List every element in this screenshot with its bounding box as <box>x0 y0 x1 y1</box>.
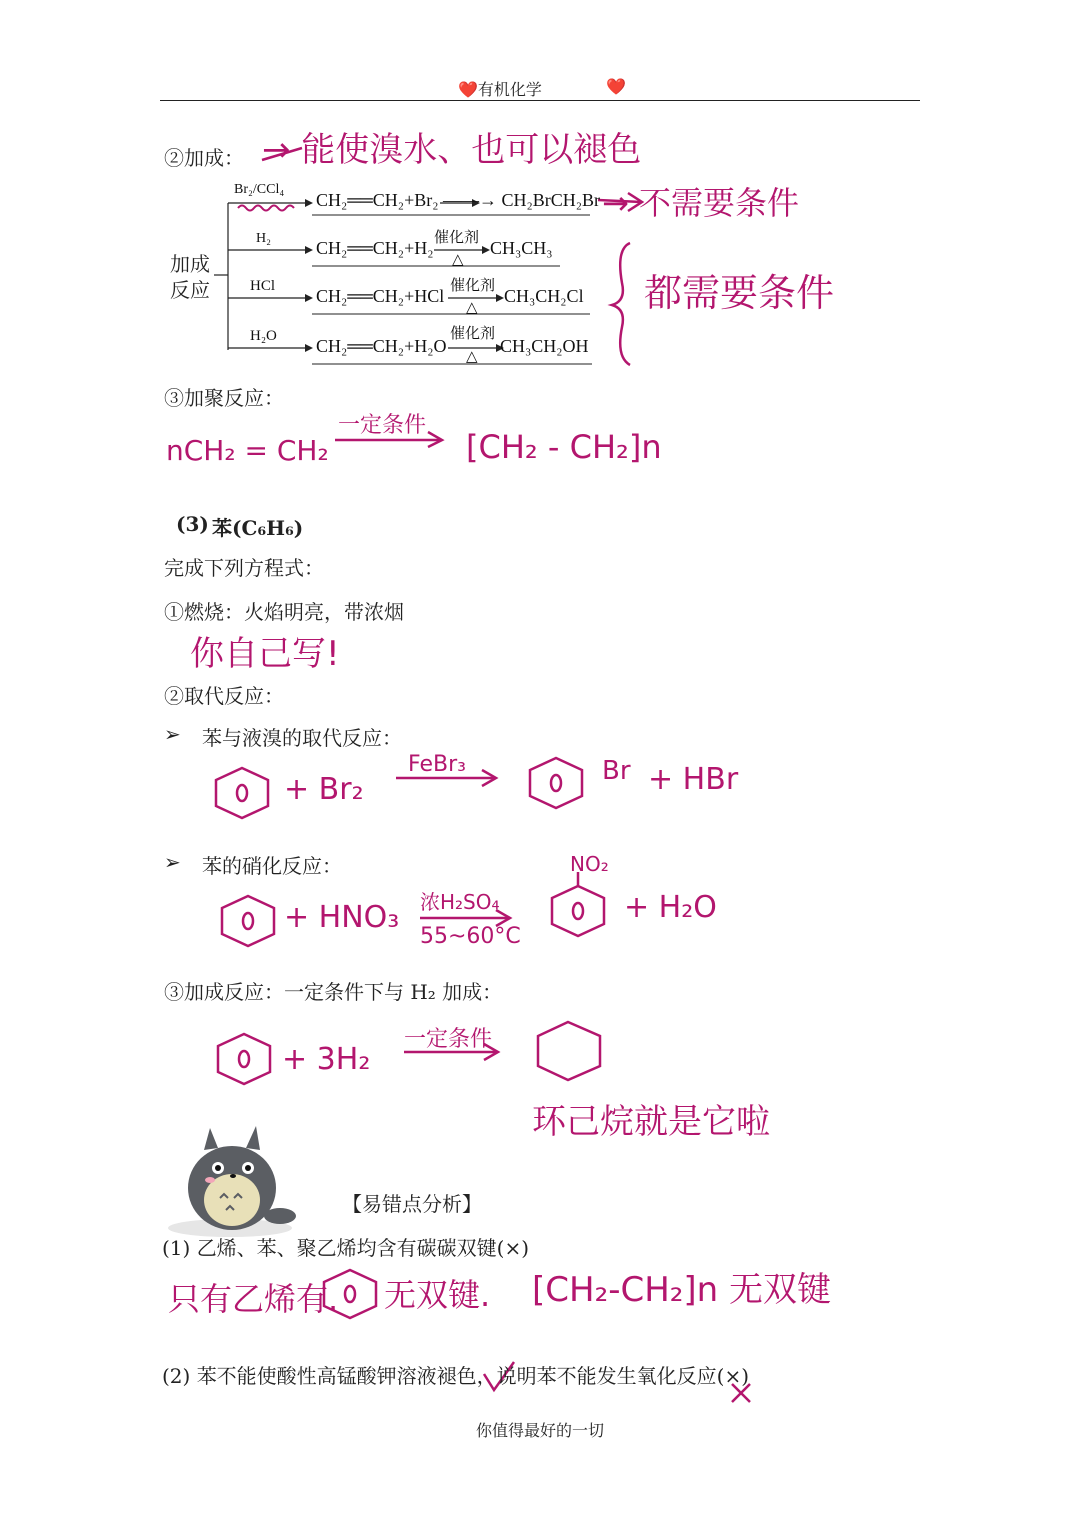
handwritten-cyclohexane-note: 环己烷就是它啦 <box>532 1102 770 1142</box>
handwritten-eq3-condition: 一定条件 <box>404 1027 493 1052</box>
benzene-ring-icon <box>552 872 604 936</box>
bullet-bromination: 苯与液溴的取代反应： <box>202 726 402 750</box>
reagent-h2o: H₂O <box>250 328 277 344</box>
reagent-h2: H₂ <box>256 231 271 246</box>
benzene-ring-icon <box>222 896 274 946</box>
benzene-combustion: ①燃烧：火焰明亮，带浓烟 <box>164 600 404 624</box>
catalyst-h2o-bottom: △ <box>466 349 478 365</box>
bullet-arrow-icon: ➢ <box>164 850 181 874</box>
catalyst-h2-top: 催化剂 <box>434 230 480 246</box>
error-item-2: (2) 苯不能使酸性高锰酸钾溶液褪色，说明苯不能发生氧化反应(×) <box>162 1364 750 1388</box>
handwritten-eq3-reagent: + 3H₂ <box>282 1042 371 1077</box>
bullet-nitration: 苯的硝化反应： <box>202 854 342 878</box>
benzene-ring-icon <box>216 768 268 818</box>
page-header-title: ❤️有机化学 <box>458 80 542 99</box>
page-footer: 你值得最好的一切 <box>476 1421 605 1440</box>
equation-bromine: CH₂══CH₂+Br₂ ——→ CH₂BrCH₂Br <box>316 190 601 210</box>
catalyst-hcl-top: 催化剂 <box>450 278 496 294</box>
cyclohexane-icon <box>538 1022 600 1080</box>
handwritten-polymer-product: [CH₂ - CH₂]n <box>466 428 662 466</box>
equation-h2o-left: CH₂══CH₂+H₂O <box>316 336 447 356</box>
handwritten-eq2-no2: NO₂ <box>570 852 609 876</box>
bullet-arrow-icon: ➢ <box>164 722 181 746</box>
handwritten-eq1-byproduct: + HBr <box>648 762 739 797</box>
equation-h2-right: CH₃CH₃ <box>490 238 553 258</box>
polymerization-heading: ③加聚反应： <box>164 386 284 410</box>
handwritten-eq1-product-br: Br <box>602 756 631 786</box>
benzene-instruction: 完成下列方程式： <box>164 556 324 580</box>
handwritten-eq2-byproduct: + H₂O <box>624 890 717 925</box>
error-item-1: (1) 乙烯、苯、聚乙烯均含有碳碳双键(×) <box>162 1236 530 1260</box>
heart-icon: ❤️ <box>606 77 626 96</box>
reagent-hcl: HCl <box>250 278 276 294</box>
benzene-substitution: ②取代反应： <box>164 684 284 708</box>
benzene-heading: 苯(C₆H₆) <box>212 516 304 540</box>
handwritten-eq2-cond-bottom: 55~60°C <box>420 924 521 949</box>
handwritten-eq2-reagent: + HNO₃ <box>284 900 400 935</box>
handwritten-eq1-reagent: + Br₂ <box>284 772 364 807</box>
catalyst-hcl-bottom: △ <box>466 300 478 316</box>
benzene-ring-icon <box>530 758 582 808</box>
addition-heading: ②加成： <box>164 146 244 170</box>
error-analysis-title: 【易错点分析】 <box>342 1192 482 1216</box>
benzene-heading-number: (3) <box>176 512 209 536</box>
handwritten-error1-note-c: [CH₂-CH₂]n 无双键 <box>532 1270 832 1310</box>
handwritten-eq1-catalyst: FeBr₃ <box>408 752 466 777</box>
addition-label-2: 反应 <box>170 278 210 302</box>
handwritten-error1-note-b: 无双键. <box>384 1276 491 1314</box>
handwritten-write-yourself: 你自己写! <box>190 634 340 674</box>
equation-h2o-right: CH₃CH₂OH <box>500 336 589 356</box>
handwritten-error1-note-a: 只有乙烯有. <box>168 1280 339 1318</box>
catalyst-h2o-top: 催化剂 <box>450 326 496 342</box>
totoro-mascot-icon <box>160 1118 300 1238</box>
addition-label-1: 加成 <box>170 252 210 276</box>
reagent-br2-ccl4: Br₂/CCl₄ <box>234 182 285 197</box>
benzene-addition: ③加成反应：一定条件下与 H₂ 加成： <box>164 980 503 1004</box>
handwritten-eq2-cond-top: 浓H₂SO₄ <box>420 890 500 914</box>
equation-h2-left: CH₂══CH₂+H₂ <box>316 238 434 258</box>
equation-hcl-right: CH₃CH₂Cl <box>504 286 584 306</box>
handwritten-note-bromine-water: → 能使溴水、也可以褪色 <box>262 130 642 170</box>
handwritten-note-no-condition: → 不需要条件 <box>602 184 799 222</box>
handwritten-note-all-need-condition: 都需要条件 <box>644 271 835 315</box>
equation-hcl-left: CH₂══CH₂+HCl <box>316 286 445 306</box>
benzene-ring-icon <box>218 1034 270 1084</box>
catalyst-h2-bottom: △ <box>452 252 464 268</box>
handwritten-polymer-condition: 一定条件 <box>338 413 427 438</box>
handwritten-polymer-reactant: nCH₂ = CH₂ <box>166 434 329 467</box>
